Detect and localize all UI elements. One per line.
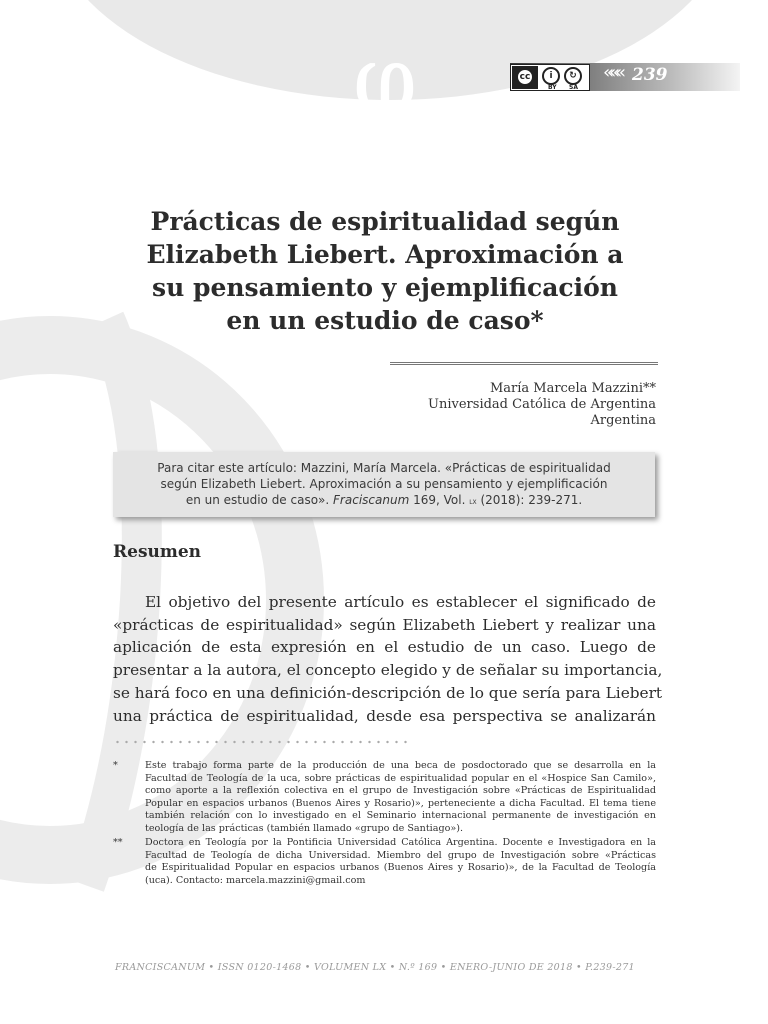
footnote-line: Facultad de Teología de la uca, sobre prácticas de espiritualidad popular en el «Hospice San Camilo», xyxy=(145,772,656,784)
footnote-line: también relación con lo investigado en el Seminario internacional permanente de investigación en xyxy=(145,810,656,821)
citation-text: 169, Vol. xyxy=(409,493,470,507)
chevrons-icon: ««« xyxy=(603,62,622,83)
abstract-body xyxy=(113,591,663,727)
footnote-line: Facultad de Teología de dicha Universidad. Miembro del grupo de Investigación sobre «Prácticas xyxy=(145,849,656,861)
author-name: María Marcela Mazzini** xyxy=(489,381,656,396)
footnote-line: de Espiritualidad Popular en espacios urbanos (Buenos Aires y Rosario)», de la Facultad de Teología xyxy=(145,862,656,873)
title-line: Elizabeth Liebert. Aproximación a xyxy=(146,240,624,269)
abstract-line: presentar a la autora, el concepto elegido y de señalar su importancia, xyxy=(113,661,663,680)
creative-commons-badge[interactable] xyxy=(510,64,590,91)
footnote xyxy=(113,760,656,835)
abstract-line: aplicación de esta expresión en el estudio de un caso. Luego de xyxy=(113,638,656,657)
title-line: en un estudio de caso* xyxy=(226,306,544,335)
abstract-heading: Resumen xyxy=(113,542,202,562)
citation-journal: Fraciscanum xyxy=(333,493,410,507)
journal-footer: FRANCISCANUM • ISSN 0120-1468 • VOLUMEN LX • N.º 169 • ENERO-JUNIO DE 2018 • P.239-271 xyxy=(115,962,635,973)
abstract-line: «prácticas de espiritualidad» según Elizabeth Liebert y realizar una xyxy=(113,615,656,634)
title-divider xyxy=(390,362,658,365)
attribution-icon: i xyxy=(542,67,560,85)
author-block xyxy=(360,381,656,429)
citation-line: Para citar este artículo: Mazzini, María Marcela. «Prácticas de espiritualidad xyxy=(157,461,611,475)
footnote-line[interactable]: (uca). Contacto: marcela.mazzini@gmail.com xyxy=(145,874,366,886)
share-alike-icon: ↻ xyxy=(564,67,582,85)
citation-text: (2018): 239-271. xyxy=(476,493,583,507)
abstract-line: se hará foco en una definición-descripción de lo que sería para Liebert xyxy=(113,683,663,702)
license-sa-label: SA xyxy=(569,84,578,91)
article-title xyxy=(100,205,670,337)
abstract-line: una práctica de espiritualidad, desde esa perspectiva se analizarán xyxy=(113,706,656,725)
title-line: su pensamiento y ejemplificación xyxy=(152,273,618,302)
abstract-line: El objetivo del presente artículo es establecer el significado de xyxy=(145,593,656,611)
citation-text: en un estudio de caso». xyxy=(185,493,334,507)
citation-line: según Elizabeth Liebert. Aproximación a su pensamiento y ejemplificación xyxy=(160,477,608,491)
footnote-line: Este trabajo forma parte de la producción de una beca de posdoctorado que se desarrolla en la xyxy=(145,760,656,771)
footnote-line: Doctora en Teología por la Pontificia Universidad Católica Argentina. Docente e Investigadora en la xyxy=(145,837,656,848)
footnote-mark: * xyxy=(113,760,118,771)
footnote-line: Popular en espacios urbanos (Buenos Aires y Rosario)», perteneciente a dicha Facultad. El tema tiene xyxy=(145,797,656,809)
author-country: Argentina xyxy=(590,413,656,428)
author-affiliation: Universidad Católica de Argentina xyxy=(428,397,656,412)
citation-box xyxy=(113,452,655,517)
footnote-mark: ** xyxy=(113,837,123,848)
footnote-line: como aporte a la reflexión colectiva en el grupo de Investigación sobre «Prácticas de Espiritualidad xyxy=(145,785,656,796)
footnote xyxy=(113,837,656,887)
journal-logo-glyph: φ xyxy=(352,26,418,133)
citation-line xyxy=(113,492,655,510)
citation-volume: lx xyxy=(469,497,477,507)
cc-icon: cc xyxy=(516,68,534,86)
cc-logo-block xyxy=(512,66,538,89)
footnote-separator xyxy=(113,740,413,744)
title-line: Prácticas de espiritualidad según xyxy=(150,207,620,236)
footnotes xyxy=(113,760,656,889)
page-number: 239 xyxy=(632,65,668,85)
license-by-label: BY xyxy=(548,84,557,91)
footnote-line: teología de las prácticas (también llamado «grupo de Santiago»). xyxy=(145,822,464,834)
